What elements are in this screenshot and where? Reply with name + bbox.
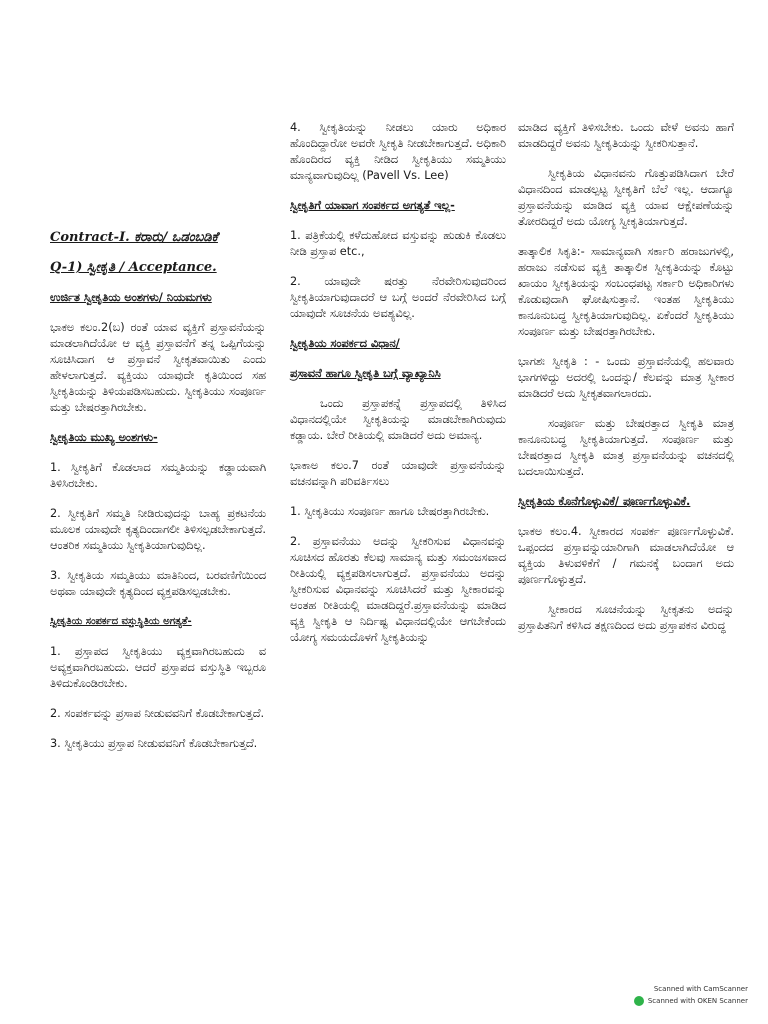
paragraph: 1. ಸ್ವೀಕೃತಿಗೆ ಕೊಡಲಾದ ಸಮ್ಮತಿಯನ್ನು ಕಡ್ಡಾಯವಾಗಿ ತಿಳಿಸಿರಬೇಕು. <box>50 461 266 490</box>
paragraph: 2. ಯಾವುದೇ ಷರತ್ತು ನೆರವೇರಿಸುವುದರಿಂದ ಸ್ವೀಕೃತಿಯಾಗುವುದಾದರೆ ಆ ಬಗ್ಗೆ ಅಂದರೆ ನೆರವೇರಿಸಿದ ಬಗ್ಗೆ ಯಾವುದೇ ಸೂಚನೆಯ ಅವಶ್ಯವಿಲ್ಲ. <box>290 275 506 320</box>
paragraph: 2. ಸ್ವೀಕೃತಿಗೆ ಸಮ್ಮತಿ ನೀಡಿರುವುದನ್ನು ಬಾಹ್ಯ ಪ್ರಕಟನೆಯ ಮೂಲಕ ಯಾವುದೇ ಕೃತ್ಯದಿಂದಾಗಲೀ ತಿಳಿಸಲ್ಪಡಬೇಕಾಗುತ್ತದೆ. ಆಂತರಿಕ ಸಮ್ಮತಿಯು ಸ್ವೀಕೃತಿಯಾಗುವುದಿಲ್ಲ. <box>50 507 266 552</box>
question-heading: Q-1) ಸ್ವೀಕೃತಿ / Acceptance. <box>50 260 217 275</box>
scanner-logo-icon <box>634 996 644 1006</box>
paragraph: ಸ್ವೀಕಾರದ ಸೂಚನೆಯನ್ನು ಸ್ವೀಕೃತನು ಅದನ್ನು ಪ್ರಸ್ತಾಪಿತನಿಗೆ ಕಳಿಸಿದ ತಕ್ಷಣದಿಂದ ಅದು ಪ್ರಸ್ತಾಪಕನ ವಿರುದ್ಧ <box>518 603 734 632</box>
paragraph: ಒಂದು ಪ್ರಸ್ತಾಪಕನ್ನೆ ಪ್ರಸ್ತಾಪದಲ್ಲಿ ತಿಳಿಸಿದ ವಿಧಾನದಲ್ಲಿಯೇ ಸ್ವೀಕೃತಿಯನ್ನು ಮಾಡಬೇಕಾಗಿರುವುದು ಕಡ್ಡಾಯ. ಬೇರೆ ರೀತಿಯಲ್ಲಿ ಮಾಡಿದರೆ ಅದು ಅಮಾನ್ಯ. <box>290 397 506 442</box>
paragraph: ಸ್ವೀಕೃತಿಯ ವಿಧಾನವನು ಗೊತ್ತುಪಡಿಸಿದಾಗ ಬೇರೆ ವಿಧಾನದಿಂದ ಮಾಡಲ್ಪಟ್ಟ ಸ್ವೀಕೃತಿಗೆ ಬೆಲೆ ಇಲ್ಲ. ಆದಾಗ್ಯೂ ಪ್ರಸ್ತಾವನೆಯನ್ನು ಮಾಡಿದ ವ್ಯಕ್ತಿ ಯಾವ ಆಕ್ಷೇಪಣೆಯನ್ನು ತೋರದಿದ್ದರೆ ಅದು ಯೋಗ್ಯ ಸ್ವೀಕೃತಿಯಾಗುತ್ತದೆ. <box>518 167 734 228</box>
section-heading: ಉರ್ಜಿತ ಸ್ವೀಕೃತಿಯ ಅಂಶಗಳು/ ನಿಯಮಗಳು <box>50 291 212 304</box>
watermark-line: Scanned with CamScanner <box>653 985 748 993</box>
paragraph: 3. ಸ್ವೀಕೃತಿಯು ಪ್ರಸ್ತಾಪ ನೀಡುವವನಿಗೆ ಕೊಡಬೇಕಾಗುತ್ತದೆ. <box>50 737 258 750</box>
paragraph: ಭಾಕಅ ಕಲಂ.4. ಸ್ವೀಕಾರದ ಸಂಪರ್ಕ ಪೂರ್ಣಗೊಳ್ಳುವಿಕೆ. ಒಪ್ಪಂದದ ಪ್ರಸ್ತಾವನ್ನುಯಾರಿಗಾಗಿ ಮಾಡಲಾಗಿದೆಯೋ ಆ ವ್ಯಕ್ತಿಯ ತಿಳುವಳಿಕೆಗೆ / ಗಮನಕ್ಕೆ ಬಂದಾಗ ಅದು ಪೂರ್ಣಗೊಳ್ಳುತ್ತದೆ. <box>518 525 734 586</box>
paragraph: ಸಂಪೂರ್ಣ ಮತ್ತು ಬೇಷರತ್ತಾದ ಸ್ವೀಕೃತಿ ಮಾತ್ರ ಕಾನೂನುಬದ್ಧ ಸ್ವೀಕೃತಿಯಾಗುತ್ತದೆ. ಸಂಪೂರ್ಣ ಮತ್ತು ಬೇಷರತ್ತಾದ ಸ್ವೀಕೃತಿ ಮಾತ್ರ ಪ್ರಸ್ತಾವನೆಯನ್ನು ವಚನದಲ್ಲಿ ಬದಲಾಯಿಸುತ್ತದೆ. <box>518 417 734 478</box>
paragraph: 1. ಸ್ವೀಕೃತಿಯು ಸಂಪೂರ್ಣ ಹಾಗೂ ಬೇಷರತ್ತಾಗಿರಬೇಕು. <box>290 505 490 518</box>
column-1 <box>50 230 266 766</box>
paragraph: 2. ಪ್ರಸ್ತಾವನೆಯು ಅದನ್ನು ಸ್ವೀಕರಿಸುವ ವಿಧಾನವನ್ನು ಸೂಚಿಸದ ಹೊರತು ಕೆಲವು ಸಾಮಾನ್ಯ ಮತ್ತು ಸಮಂಜಸವಾದ ರೀತಿಯಲ್ಲಿ ವ್ಯಕ್ತಪಡಿಸಲಾಗುತ್ತದೆ. ಪ್ರಸ್ತಾವನೆಯು ಅದನ್ನು ಸ್ವೀಕರಿಸುವ ವಿಧಾನವನ್ನು ಸೂಚಿಸಿದರೆ ಮತ್ತು ಸ್ವೀಕಾರವನ್ನು ಅಂತಹ ರೀತಿಯಲ್ಲಿ ಮಾಡದಿದ್ದರೆ.ಪ್ರಸ್ತಾವನೆಯನ್ನು ಮಾಡಿದ ವ್ಯಕ್ತಿ ಸ್ವೀಕೃತಿ ಆ ನಿರ್ದಿಷ್ಟ ವಿಧಾನದಲ್ಲಿಯೇ ಆಗಬೇಕೆಂದು ಯೋಗ್ಯ ಸಮಯದೊಳಗೆ ಸ್ವೀಕೃತಿಯನ್ನು <box>290 535 506 644</box>
section-heading: ಪ್ರಸಾವನೆ ಹಾಗೂ ಸ್ವೀಕೃತಿ ಬಗ್ಗೆ ವ್ಯಾಖ್ಯಾನಿಸಿ <box>290 367 441 380</box>
column-3 <box>518 120 734 648</box>
paragraph: ಭಾಗಶಃ ಸ್ವೀಕೃತಿ : - ಒಂದು ಪ್ರಸ್ತಾವನೆಯಲ್ಲಿ ಹಲವಾರು ಭಾಗಗಳಿದ್ದು ಅದರಲ್ಲಿ ಒಂದನ್ನು/ ಕೆಲವನ್ನು ಮಾತ್ರ ಸ್ವೀಕಾರ ಮಾಡಿದರೆ ಅದು ಸ್ವೀಕೃತವಾಗಲಾರದು. <box>518 355 734 400</box>
watermark-badge <box>634 995 748 1007</box>
watermark-line: Scanned with OKEN Scanner <box>647 997 748 1005</box>
scanner-watermark <box>634 983 748 1010</box>
paragraph: 3. ಸ್ವೀಕೃತಿಯ ಸಮ್ಮತಿಯು ಮಾತಿನಿಂದ, ಬರವಣಿಗೆಯಿಂದ ಅಥವಾ ಯಾವುದೇ ಕೃತ್ಯದಿಂದ ವ್ಯಕ್ತಪಡಿಸಲ್ಪಡಬೇಕು. <box>50 569 266 598</box>
section-heading: ಸ್ವೀಕೃತಿಯ ಸಂಪರ್ಕದ ವಸ್ತುಸ್ಥಿತಿಯ ಅಗತ್ಯತೆ- <box>50 616 192 627</box>
paragraph: 1. ಪತ್ರಿಕೆಯಲ್ಲಿ ಕಳೆದುಹೋದ ವಸ್ತುವನ್ನು ಹುಡುಕಿ ಕೊಡಲು ನೀಡಿ ಪ್ರಸ್ತಾಪ etc., <box>290 229 506 258</box>
paragraph: 1. ಪ್ರಸ್ತಾಪದ ಸ್ವೀಕೃತಿಯು ವ್ಯಕ್ತವಾಗಿರಬಹುದು ವ ಅವ್ಯಕ್ತವಾಗಿರಬಹುದು. ಆದರೆ ಪ್ರಸ್ತಾಪದ ವಸ್ತುಸ್ಥಿತಿ ಇಬ್ಬರೂ ತಿಳಿದುಕೊಂಡಿರಬೇಕು. <box>50 645 266 690</box>
paragraph: ತಾತ್ಕಾಲಿಕ ಸಿಕೃತಿ:- ಸಾಮಾನ್ಯವಾಗಿ ಸರ್ಕಾರಿ ಹರಾಜುಗಳಲ್ಲಿ, ಹರಾಜು ನಡೆಸುವ ವ್ಯಕ್ತಿ ತಾತ್ಕಾಲಿಕ ಸ್ವೀಕೃತಿಯನ್ನು ಕೊಟ್ಟು ಖಾಯಂ ಸ್ವೀಕೃತಿಯನ್ನು ಸಂಬಂಧಪಟ್ಟ ಸರ್ಕಾರಿ ಅಧಿಕಾರಿಗಳು ಕೊಡುವುದಾಗಿ ಘೋಷಿಸುತ್ತಾನೆ. ಇಂತಹ ಸ್ವೀಕೃತಿಯು ಕಾನೂನುಬದ್ಧ ಸ್ವೀಕೃತಿಯಾಗುವುದಿಲ್ಲ. ಏಕೆಂದರೆ ಸ್ವೀಕೃತಿಯು ಸಂಪೂರ್ಣ ಮತ್ತು ಬೇಷರತ್ತಾಗಿರಬೇಕು. <box>518 245 734 338</box>
paragraph: 2. ಸಂಪರ್ಕವನ್ನು ಪ್ರಸಾಪ ನೀಡುವವನಿಗೆ ಕೊಡಬೇಕಾಗುತ್ತದೆ. <box>50 707 265 720</box>
paragraph: ಭಾಕಅ ಕಲಂ.2(ಬ) ರಂತೆ ಯಾವ ವ್ಯಕ್ತಿಗೆ ಪ್ರಸ್ತಾವನೆಯನ್ನು ಮಾಡಲಾಗಿದೆಯೋ ಆ ವ್ಯಕ್ತಿ ಪ್ರಸ್ತಾವನೆಗೆ ತನ್ನ ಒಪ್ಪಿಗೆಯನ್ನು ಸೂಚಿಸಿದಾಗ ಆ ಪ್ರಸ್ತಾವನೆ ಸ್ವೀಕೃತವಾಯಿತು ಎಂದು ಹೇಳಲಾಗುತ್ತದೆ. ವ್ಯಕ್ತಿಯು ಯಾವುದೇ ಕೃತಿಯಿಂದ ಸಹ ಸ್ವೀಕೃತಿಯನ್ನು ತಿಳಿಯಪಡಿಸಬಹುದು. ಸ್ವೀಕೃತಿಯು ಸಂಪೂರ್ಣ ಮತ್ತು ಬೇಷರತ್ತಾಗಿರಬೇಕು. <box>50 321 266 414</box>
paragraph: ಮಾಡಿದ ವ್ಯಕ್ತಿಗೆ ತಿಳಿಸಬೇಕು. ಒಂದು ವೇಳೆ ಅವನು ಹಾಗೆ ಮಾಡದಿದ್ದರೆ ಅವನು ಸ್ವೀಕೃತಿಯನ್ನು ಸ್ವೀಕರಿಸುತ್ತಾನೆ. <box>518 121 734 150</box>
section-heading: ಸ್ವೀಕೃತಿಗೆ ಯಾವಾಗ ಸಂಪರ್ಕದ ಅಗತ್ಯತೆ ಇಲ್ಲ- <box>290 199 455 212</box>
paragraph: 4. ಸ್ವೀಕೃತಿಯನ್ನು ನೀಡಲು ಯಾರು ಅಧಿಕಾರ ಹೊಂದಿದ್ದಾರೋ ಅವರೇ ಸ್ವೀಕೃತಿ ನೀಡಬೇಕಾಗುತ್ತದೆ. ಅಧಿಕಾರಿ ಹೊಂದಿರದ ವ್ಯಕ್ತಿ ನೀಡಿದ ಸ್ವೀಕೃತಿಯು ಸಮ್ಮತಿಯು ಮಾನ್ಯವಾಗುವುದಿಲ್ಲ (Pavell Vs. Lee) <box>290 121 506 182</box>
section-heading: ಸ್ವೀಕೃತಿಯ ಮುಖ್ಯ ಅಂಶಗಳು- <box>50 431 158 444</box>
section-heading: ಸ್ವೀಕೃತಿಯ ಸಂಪರ್ಕದ ವಿಧಾನ/ <box>290 337 400 350</box>
paragraph: ಭಾಕಾಅ ಕಲಂ.7 ರಂತೆ ಯಾವುದೇ ಪ್ರಸ್ತಾವನೆಯನ್ನು ವಚನವನ್ನಾಗಿ ಪರಿವರ್ತಿಸಲು <box>290 459 506 488</box>
document-title: Contract-I. ಕರಾರು/ ಒಡಂಬಡಿಕೆ <box>50 230 218 245</box>
column-2 <box>290 120 506 660</box>
section-heading: ಸ್ವೀಕೃತಿಯ ಕೊನೆಗೊಳ್ಳುವಿಕೆ/ ಪೂರ್ಣಗೊಳ್ಳುವಿಕೆ. <box>518 495 691 508</box>
